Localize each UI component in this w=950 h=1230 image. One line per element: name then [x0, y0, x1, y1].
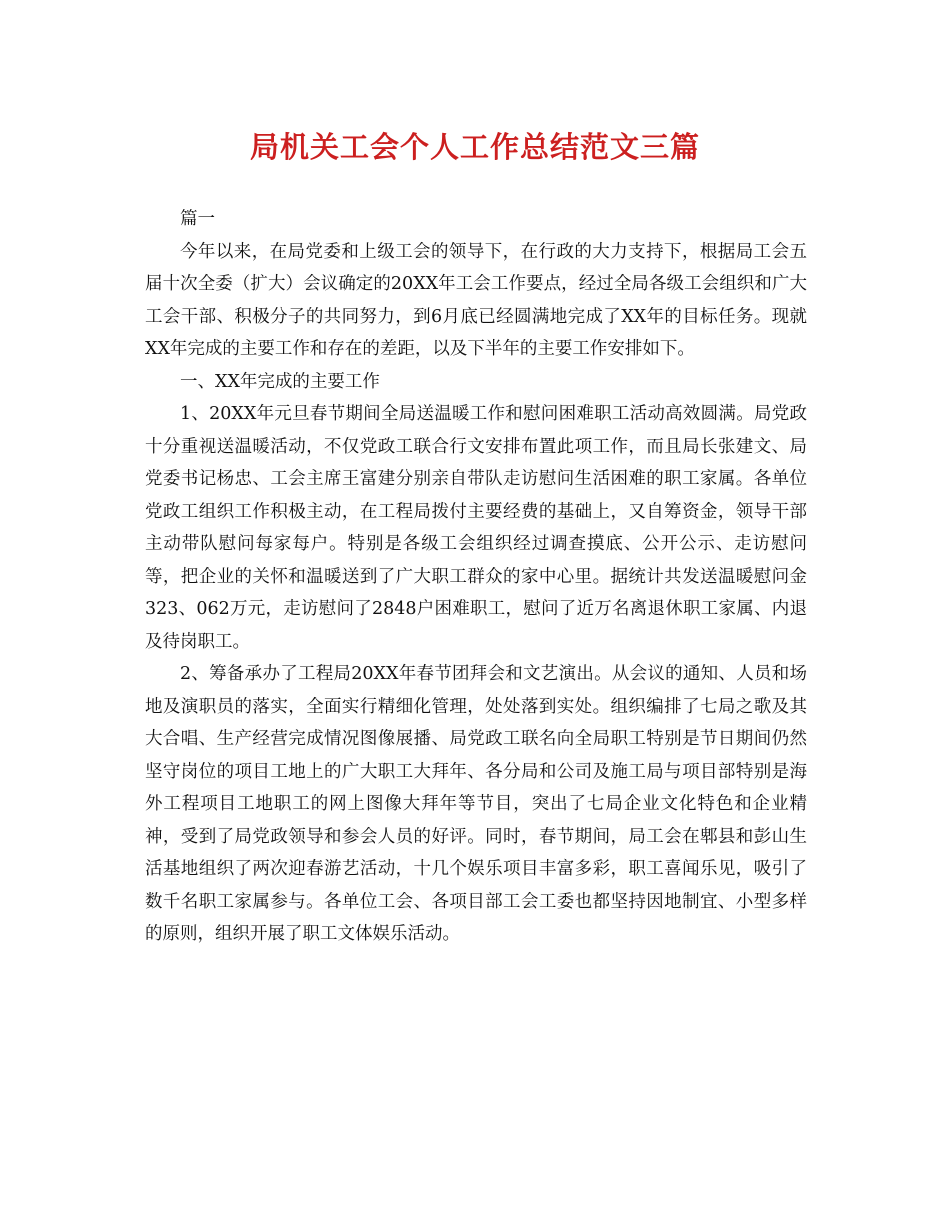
document-body — [145, 203, 807, 951]
intro-paragraph: 今年以来，在局党委和上级工会的领导下，在行政的大力支持下，根据局工会五届十次全委（扩大）会议确定的20XX年工会工作要点，经过全局各级工会组织和广大工会干部、积极分子的共同努力，到6月底已经圆满地完成了XX年的目标任务。现就XX年完成的主要工作和存在的差距，以及下半年的主要工作安排如下。 — [145, 241, 807, 359]
work-item-1-paragraph: 1、20XX年元旦春节期间全局送温暖工作和慰问困难职工活动高效圆满。局党政十分重视送温暖活动，不仅党政工联合行文安排布置此项工作，而且局长张建文、局党委书记杨忠、工会主席王富建分别亲自带队走访慰问生活困难的职工家属。各单位党政工组织工作积极主动，在工程局拨付主要经费的基础上，又自筹资金，领导干部主动带队慰问每家每户。特别是各级工会组织经过调查摸底、公开公示、走访慰问等，把企业的关怀和温暖送到了广大职工群众的家中心里。据统计共发送温暖慰问金323、062万元，走访慰问了2848户困难职工，慰问了近万名离退休职工家属、内退及待岗职工。 — [145, 404, 807, 652]
section-heading-part-one: 篇一 — [180, 209, 215, 229]
document-title: 局机关工会个人工作总结范文三篇 — [249, 130, 700, 164]
section-heading-main-work: 一、XX年完成的主要工作 — [180, 371, 380, 392]
work-item-2-paragraph: 2、筹备承办了工程局20XX年春节团拜会和文艺演出。从会议的通知、人员和场地及演职员的落实，全面实行精细化管理，处处落到实处。组织编排了七局之歌及其大合唱、生产经营完成情况图像展播、局党政工联名向全局职工特别是节日期间仍然坚守岗位的项目工地上的广大职工大拜年、各分局和公司及施工局与项目部特别是海外工程项目工地职工的网上图像大拜年等节目，突出了七局企业文化特色和企业精神，受到了局党政领导和参会人员的好评。同时，春节期间，局工会在郫县和彭山生活基地组织了两次迎春游艺活动，十几个娱乐项目丰富多彩，职工喜闻乐见，吸引了数千名职工家属参与。各单位工会、各项目部工会工委也都坚持因地制宜、小型多样的原则，组织开展了职工文体娱乐活动。 — [145, 664, 807, 944]
